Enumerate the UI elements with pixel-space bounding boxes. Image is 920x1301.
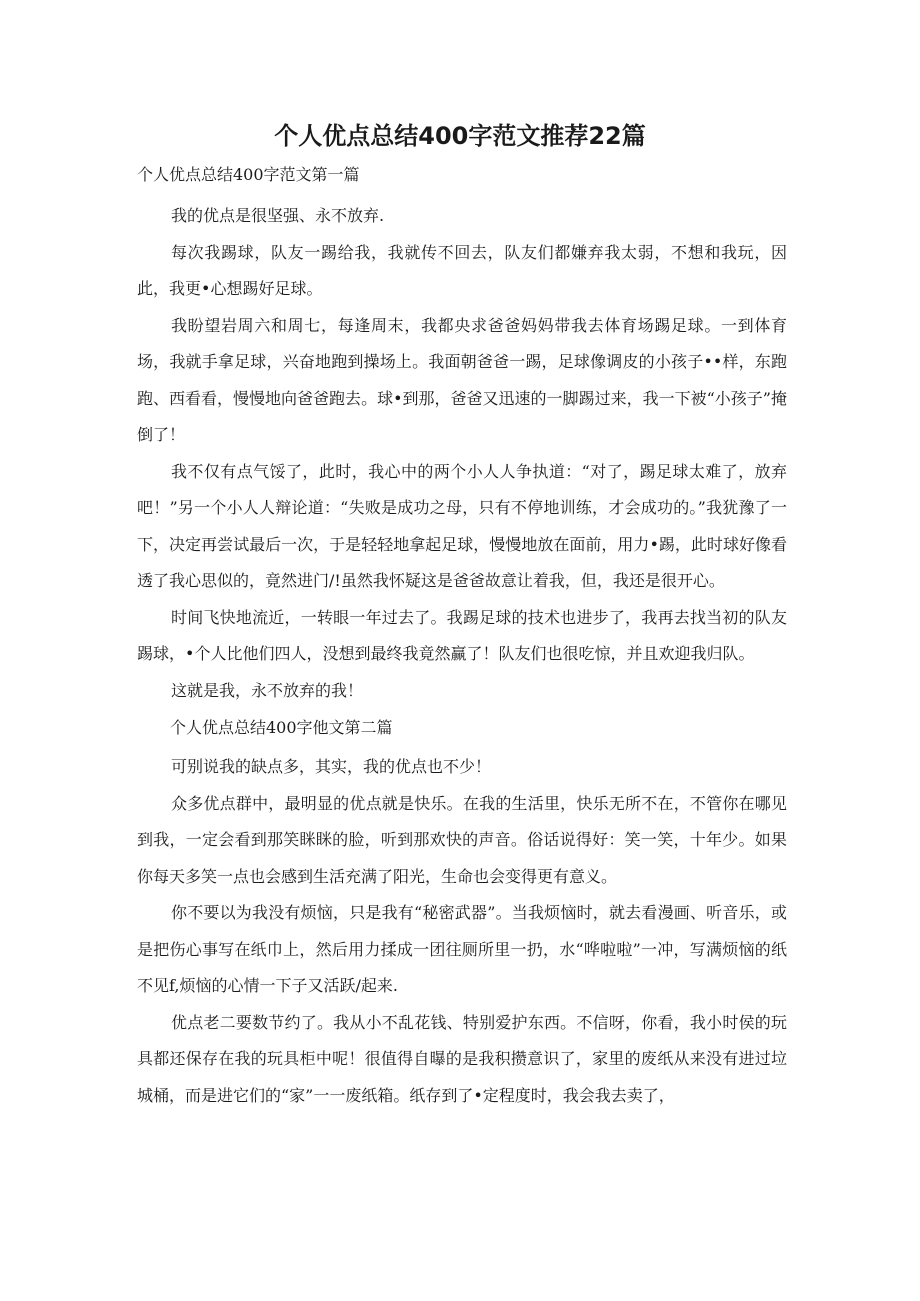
document-title: 个人优点总结400字范文推荐22篇 <box>274 122 646 150</box>
paragraph: 这就是我，永不放弃的我！ <box>171 680 364 700</box>
paragraph: 可别说我的缺点多，其实，我的优点也不少！ <box>171 757 492 776</box>
paragraph: 我的优点是很坚强、永不放弃. <box>171 206 385 225</box>
paragraph: 每次我踢球，队友一踢给我，我就传不回去，队友们都嫌弃我太弱，不想和我玩，因此，我更•心想踢好足球。 <box>137 242 787 298</box>
section-heading-2: 个人优点总结400字他文第二篇 <box>170 718 393 737</box>
paragraph: 时间飞快地流近，一转眼一年过去了。我踢足球的技术也进步了，我再去找当初的队友踢球，•个人比他们四人，没想到最终我竟然赢了！队友们也很吃惊，并且欢迎我归队。 <box>137 607 787 663</box>
paragraph: 我盼望岩周六和周七，每逢周末，我都央求爸爸妈妈带我去体育场踢足球。一到体育场，我就手拿足球，兴奋地跑到操场上。我面朝爸爸一踢，足球像调皮的小孩子••样，东跑跑、西看看，慢慢地向爸爸跑去。球•到那，爸爸又迅速的一脚踢过来，我一下被“小孩子”掩倒了！ <box>137 315 787 444</box>
paragraph: 众多优点群中，最明显的优点就是快乐。在我的生活里，快乐无所不在，不管你在哪见到我，一定会看到那笑眯眯的脸，听到那欢快的声音。俗话说得好：笑一笑，十年少。如果你每天多笑一点也会感到生活充满了阳光，生命也会变得更有意义。 <box>137 793 787 886</box>
section-heading-1: 个人优点总结400字范文第一篇 <box>137 165 360 184</box>
paragraph: 你不要以为我没有烦恼，只是我有“秘密武器”。当我烦恼时，就去看漫画、听音乐，或是把伤心事写在纸巾上，然后用力揉成一团往厕所里一扔，水“哗啦啦”一冲，写满烦恼的纸不见f,烦恼的心情一下子又活跃/起来. <box>137 903 787 995</box>
paragraph: 优点老二要数节约了。我从小不乱花钱、特别爱护东西。不信呀，你看，我小时侯的玩具都还保存在我的玩具柜中呢！很值得自曝的是我积攒意识了，家里的废纸从来没有进过垃城桶，而是进它们的“家”一一废纸箱。纸存到了•定程度时，我会我去卖了， <box>137 1012 787 1105</box>
document-body <box>137 162 787 1114</box>
paragraph: 我不仅有点气馁了，此时，我心中的两个小人人争执道：“对了，踢足球太难了，放弃吧！”另一个小人人辩论道：“失败是成功之母，只有不停地训练，才会成功的。”我犹豫了一下，决定再尝试最后一次，于是轻轻地拿起足球，慢慢地放在面前，用力•踢，此时球好像看透了我心思似的，竟然进门/!虽然我怀疑这是爸爸故意让着我，但，我还是很开心。 <box>137 461 787 590</box>
